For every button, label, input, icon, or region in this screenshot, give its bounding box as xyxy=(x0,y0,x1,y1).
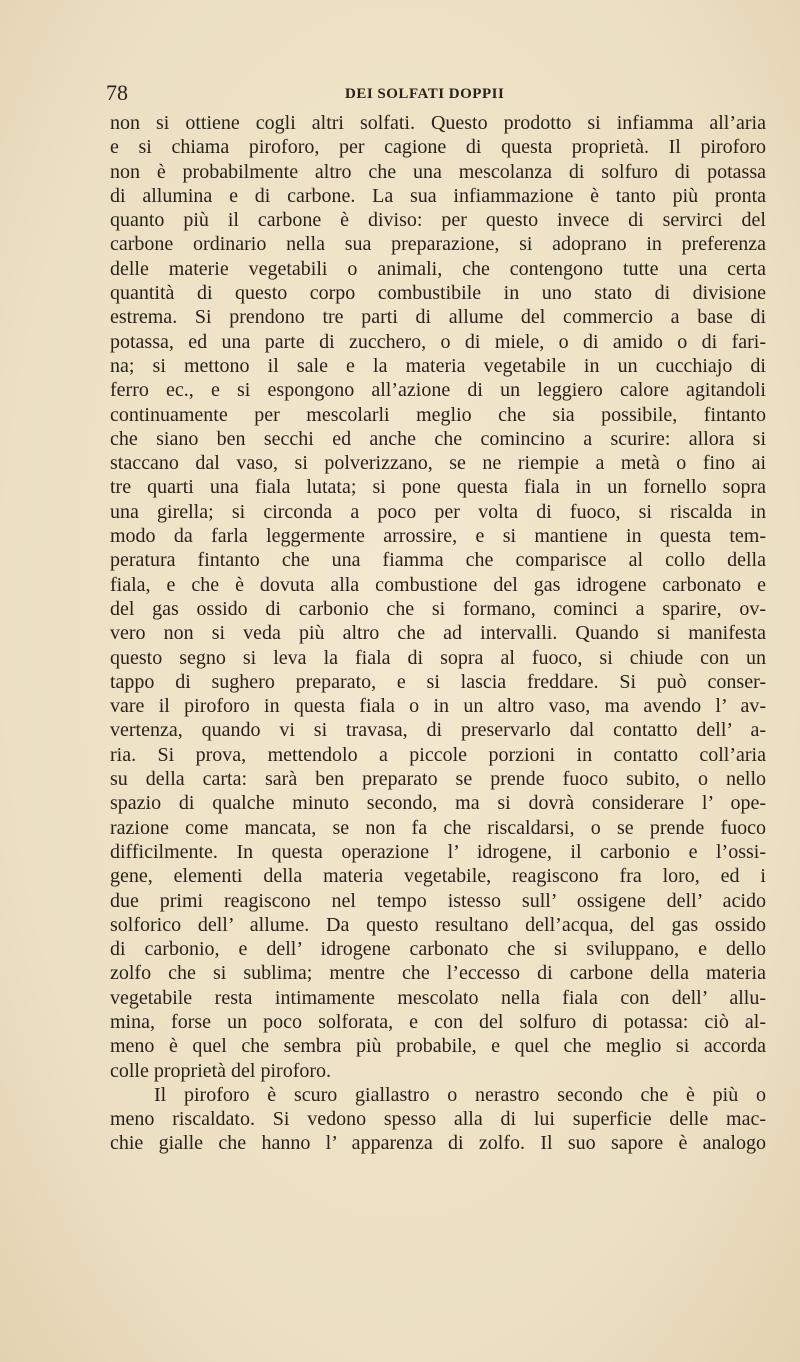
text-line: del gas ossido di carbonio che si formano, cominci a sparire, ov- xyxy=(110,597,766,620)
text-line: vare il piroforo in questa fiala o in un altro vaso, ma avendo l’ av- xyxy=(110,695,766,718)
text-line: fiala, e che è dovuta alla combustione del gas idrogene carbonato e xyxy=(110,573,766,596)
text-line: ferro ec., e si espongono all’azione di un leggiero calore agitandoli xyxy=(110,379,766,402)
text-line: non si ottiene cogli altri solfati. Questo prodotto si infiamma all’aria xyxy=(110,112,766,134)
text-line: vertenza, quando vi si travasa, di preservarlo dal contatto dell’ a- xyxy=(110,719,766,742)
text-line: quanto più il carbone è diviso: per questo invece di servirci del xyxy=(110,209,766,232)
text-line: staccano dal vaso, si polverizzano, se ne riempie a metà o fino ai xyxy=(110,452,766,475)
text-line: continuamente per mescolarli meglio che sia possibile, fintanto xyxy=(110,403,766,426)
running-title: DEI SOLFATI DOPPII xyxy=(345,86,505,102)
text-line: vegetabile resta intimamente mescolato nella fiala con dell’ allu- xyxy=(110,986,766,1009)
text-line: peratura fintanto che una fiamma che comparisce al collo della xyxy=(110,549,766,572)
body-text xyxy=(110,111,766,1156)
text-line: solforico dell’ allume. Da questo resultano dell’acqua, del gas ossido xyxy=(110,913,766,936)
text-line: di carbonio, e dell’ idrogene carbonato che si sviluppano, e dello xyxy=(110,938,766,961)
text-line: meno riscaldato. Si vedono spesso alla di lui superficie delle mac- xyxy=(110,1108,766,1131)
text-line: vero non si veda più altro che ad intervalli. Quando si manifesta xyxy=(110,622,766,645)
text-line: chie gialle che hanno l’ apparenza di zolfo. Il suo sapore è analogo xyxy=(110,1132,766,1155)
text-line: gene, elementi della materia vegetabile, reagiscono fra loro, ed i xyxy=(110,865,766,888)
text-line: una girella; si circonda a poco per volta di fuoco, si riscalda in xyxy=(110,500,766,523)
text-line: e si chiama piroforo, per cagione di questa proprietà. Il piroforo xyxy=(110,136,766,159)
page-number: 78 xyxy=(106,80,128,105)
text-line: na; si mettono il sale e la materia vegetabile in un cucchiajo di xyxy=(110,354,766,377)
text-line: estrema. Si prendono tre parti di allume del commercio a base di xyxy=(110,306,766,329)
text-line: tre quarti una fiala lutata; si pone questa fiala in un fornello sopra xyxy=(110,476,766,499)
text-line: meno è quel che sembra più probabile, e quel che meglio si accorda xyxy=(110,1035,766,1058)
text-line: carbone ordinario nella sua preparazione, si adoprano in preferenza xyxy=(110,233,766,256)
text-line: che siano ben secchi ed anche che comincino a scurire: allora si xyxy=(110,427,766,450)
text-line: colle proprietà del piroforo. xyxy=(110,1059,332,1082)
text-line: questo segno si leva la fiala di sopra al fuoco, si chiude con un xyxy=(110,646,766,669)
text-line: mina, forse un poco solforata, e con del solfuro di potassa: ciò al- xyxy=(110,1010,766,1033)
text-line: ria. Si prova, mettendolo a piccole porzioni in contatto coll’aria xyxy=(110,743,766,766)
text-line: difficilmente. In questa operazione l’ idrogene, il carbonio e l’ossi- xyxy=(110,840,766,863)
text-line: non è probabilmente altro che una mescolanza di solfuro di potassa xyxy=(110,160,766,183)
text-line: Il piroforo è scuro giallastro o nerastro secondo che è più o xyxy=(154,1083,766,1106)
text-line: tappo di sughero preparato, e si lascia freddare. Si può conser- xyxy=(110,670,766,693)
text-line: delle materie vegetabili o animali, che contengono tutte una certa xyxy=(110,257,766,280)
text-line: spazio di qualche minuto secondo, ma si dovrà considerare l’ ope- xyxy=(110,792,766,815)
text-line: potassa, ed una parte di zucchero, o di miele, o di amido o di fari- xyxy=(110,330,766,353)
text-line: quantità di questo corpo combustibile in uno stato di divisione xyxy=(110,282,766,305)
text-line: modo da farla leggermente arrossire, e si mantiene in questa tem- xyxy=(110,525,766,548)
text-line: razione come mancata, se non fa che riscaldarsi, o se prende fuoco xyxy=(110,816,766,839)
text-line: due primi reagiscono nel tempo istesso sull’ ossigene dell’ acido xyxy=(110,889,766,912)
text-line: di allumina e di carbone. La sua infiammazione è tanto più pronta xyxy=(110,184,766,207)
text-line: su della carta: sarà ben preparato se prende fuoco subito, o nello xyxy=(110,768,766,791)
text-line: zolfo che si sublima; mentre che l’eccesso di carbone della materia xyxy=(110,962,766,985)
